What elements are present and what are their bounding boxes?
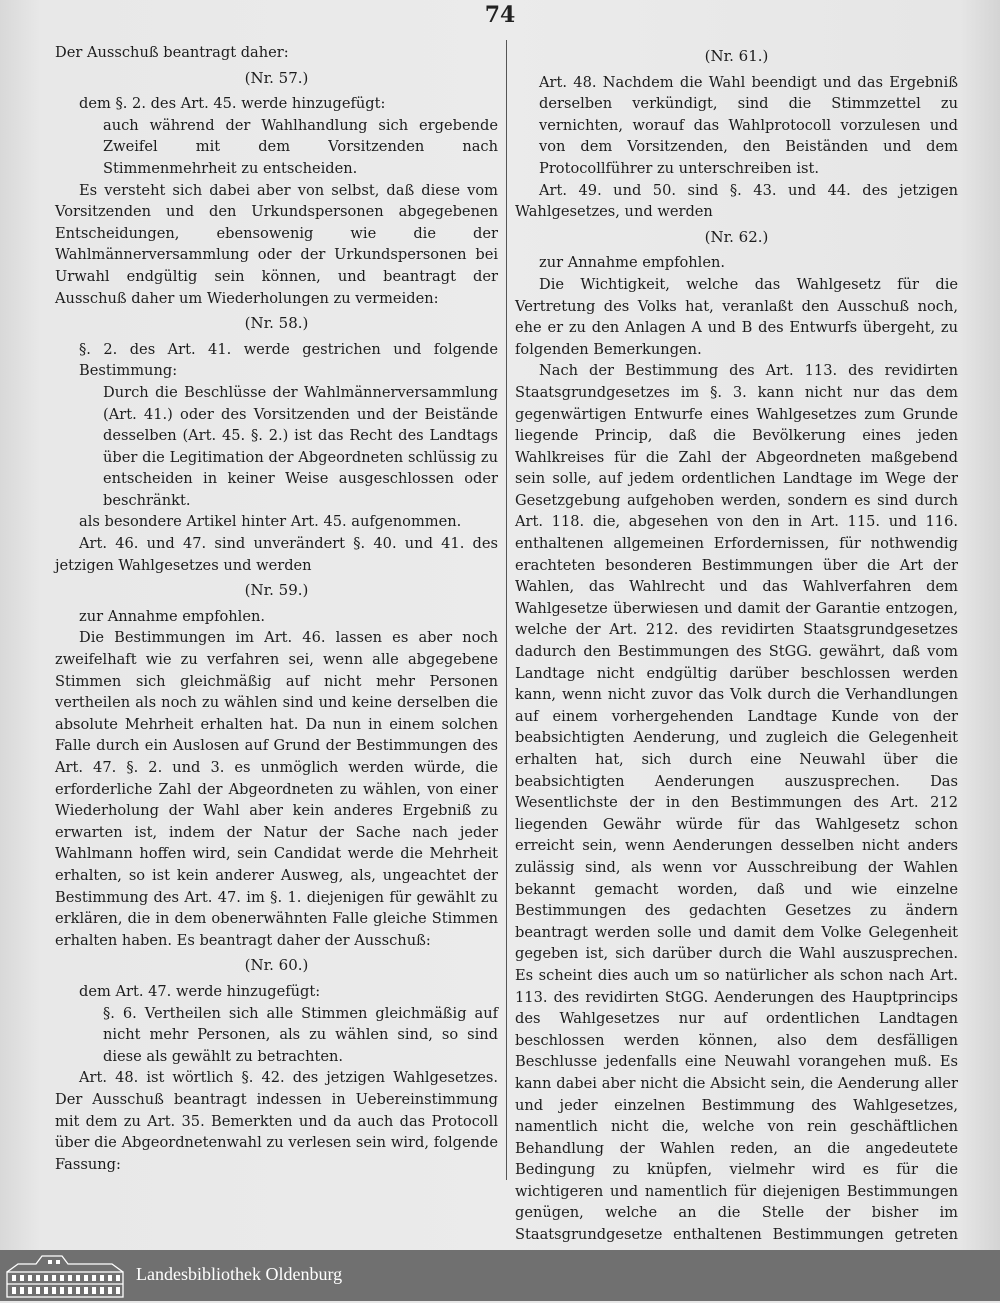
right-text-column — [515, 42, 958, 1267]
paragraph-number: (Nr. 57.) — [244, 68, 309, 87]
paragraph: zur Annahme empfohlen. — [539, 254, 725, 272]
paragraph-number: (Nr. 61.) — [704, 47, 769, 65]
paragraph: Es versteht sich dabei aber von selbst, daß diese vom Vorsitzenden und den Urkundspersonen abgegebenen Entscheidungen, ebensowenig wie die der Wahlmännerversammlung oder der Urkundspersonen bei Urwahl endgültig sein können, und beantragt der Ausschuß daher um Wiederholungen zu vermeiden: — [55, 181, 498, 307]
paragraph: Der Ausschuß beantragt daher: — [55, 44, 289, 61]
paragraph: Art. 46. und 47. sind unverändert §. 40. und 41. des jetzigen Wahlgesetzes und werden — [55, 535, 498, 574]
paragraph-number: (Nr. 60.) — [244, 956, 309, 975]
paragraph: dem §. 2. des Art. 45. werde hinzugefügt: — [79, 95, 386, 113]
paragraph-number: (Nr. 58.) — [244, 314, 309, 333]
paragraph: Art. 48. ist wörtlich §. 42. des jetzigen Wahlgesetzes. Der Ausschuß beantragt indessen in Uebereinstimmung mit dem zu Art. 35. Bemerkten und da auch das Protocoll über die Abgeordnetenwahl zu verlesen sein wird, folgende Fassung: — [55, 1069, 498, 1173]
paragraph: zur Annahme empfohlen. — [79, 607, 265, 625]
paragraph: Nach der Bestimmung des Art. 113. des revidirten Staatsgrundgesetzes im §. 3. kann nicht nur das dem gegenwärtigen Entwurfe eines Wahlgesetzes zum Grunde liegende Princip, daß die Bevölkerung eines jeden Wahlkreises für die Zahl der Abgeordneten maßgebend sein solle, auf jedem ordentlichen Landtage im Wege der Gesetzgebung aufgehoben werden, sondern es sind durch Art. 118. die, abgesehen von den in Art. 115. und 116. enthaltenen allgemeinen Erfordernissen, für nothwendig erachteten besonderen Bestimmungen über die Art der Wahlen, das Wahlrecht und das Wahlverfahren dem Wahlgesetze überwiesen und damit der Garantie entzogen, welche der Art. 212. des revidirten Staatsgrundgesetzes dadurch den Bestimmungen des StGG. gewährt, daß vom Landtage nicht endgültig darüber beschlossen werden kann, wenn nicht zuvor das Volk durch die Verhandlungen auf einem vorhergehenden Landtage Kunde von der beabsichtigten Aenderung, und zugleich die Gelegenheit erhalten hat, sich durch eine Neuwahl über die beabsichtigten Aenderungen auszusprechen. Das Wesentlichste der in den Bestimmungen des Art. 212 liegenden Gewähr würde für das Wahlgesetz schon erreicht sein, wenn Aenderungen desselben nicht anders zulässig sind, als wenn vor Ausschreibung der Wahlen bekannt gemacht worden, daß und wie einzelne Bestimmungen des gedachten Gesetzes zu ändern beantragt werden solle und damit dem Volke Gelegenheit gegeben ist, sich darüber durch die Wahl auszusprechen. Es scheint dies auch um so natürlicher als schon nach Art. 113. des revidirten StGG. Aenderungen des Hauptprincips des Wahlgesetzes nur auf ordentlichen Landtagen beschlossen werden können, also dem desfälligen Beschlusse jedenfalls eine Neuwahl vorangehen muß. Es kann dabei aber nicht die Absicht sein, die Aenderung aller und jeder einzelnen Bestimmung des Wahlgesetzes, namentlich nicht die, welche von rein geschäftlichen Behandlung der Wahlen reden, an die angedeutete Bedingung zu knüpfen, vielmehr wird es für die wichtigeren und namentlich für diejenigen Bestimmungen genügen, welche an die Stelle der bisher im Staatsgrundgesetze enthaltenen Bestimmungen getreten — [515, 362, 958, 1244]
left-text-column — [55, 42, 498, 1175]
footer-bar — [0, 1250, 1000, 1301]
paragraph: Art. 48. Nachdem die Wahl beendigt und das Ergebniß derselben verkündigt, sind die Stimmzettel zu vernichten, worauf das Wahlprotocoll vorzulesen und von dem Vorsitzenden, den Beiständen und dem Protocollführer zu unterschreiben ist. — [539, 73, 958, 177]
paragraph: dem Art. 47. werde hinzugefügt: — [79, 982, 321, 1000]
library-name[interactable]: Landesbibliothek Oldenburg — [136, 1264, 343, 1284]
paragraph: Durch die Beschlüsse der Wahlmännerversammlung (Art. 41.) oder des Vorsitzenden und der Beistände desselben (Art. 45. §. 2.) ist das Recht des Landtags über die Legitimation der Abgeordneten schlüssig zu entscheiden in keiner Weise ausgeschlossen oder beschränkt. — [103, 383, 498, 509]
paragraph: als besondere Artikel hinter Art. 45. aufgenommen. — [79, 513, 462, 531]
paragraph: Die Wichtigkeit, welche das Wahlgesetz für die Vertretung des Volks hat, veranlaßt den Ausschuß noch, ehe er zu den Anlagen A und B des Entwurfs übergeht, zu folgenden Bemerkungen. — [515, 275, 958, 358]
page-number: 74 — [484, 2, 516, 28]
library-building-icon[interactable] — [4, 1252, 126, 1299]
paragraph-number: (Nr. 59.) — [244, 581, 309, 600]
paragraph: Art. 49. und 50. sind §. 43. und 44. des jetzigen Wahlgesetzes, und werden — [515, 181, 958, 221]
column-divider — [506, 40, 507, 1180]
paragraph: §. 2. des Art. 41. werde gestrichen und folgende Bestimmung: — [79, 340, 498, 380]
paragraph: Die Bestimmungen im Art. 46. lassen es aber noch zweifelhaft wie zu verfahren sei, wenn alle abgegebene Stimmen sich gleichmäßig auf nicht mehr Personen vertheilen als noch zu wählen sind und keine derselben die absolute Mehrheit erhalten hat. Da nun in einem solchen Falle durch ein Auslosen auf Grund der Bestimmungen des Art. 47. §. 2. und 3. es unmöglich werden würde, die erforderliche Zahl der Abgeordneten zu wählen, von einer Wiederholung der Wahl aber kein anderes Ergebniß zu erwarten ist, indem der Natur der Sache nach jeder Wahlmann hoffen wird, sein Candidat werde die Mehrheit erhalten, so ist kein anderer Ausweg, als, ungeachtet der Bestimmung des Art. 47. im §. 1. diejenigen für gewählt zu erklären, die in dem obenerwähnten Falle gleiche Stimmen erhalten haben. Es beantragt daher der Ausschuß: — [55, 629, 498, 949]
paragraph: §. 6. Vertheilen sich alle Stimmen gleichmäßig auf nicht mehr Personen, als zu wählen sind, so sind diese als gewählt zu betrachten. — [103, 1004, 498, 1065]
paragraph-number: (Nr. 62.) — [704, 227, 769, 246]
paragraph: auch während der Wahlhandlung sich ergebende Zweifel mit dem Vorsitzenden nach Stimmenmehrheit zu entscheiden. — [103, 116, 498, 177]
